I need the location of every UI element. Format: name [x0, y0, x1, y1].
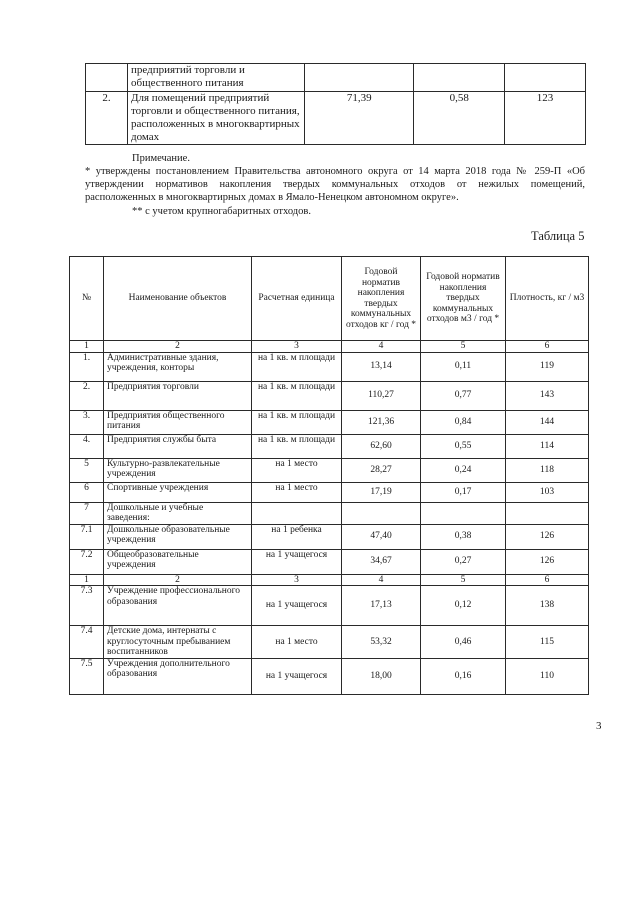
- row-norm-kg: 121,36: [342, 410, 421, 434]
- row-norm-m3: 0,46: [421, 626, 506, 659]
- row-norm-kg: 53,32: [342, 626, 421, 659]
- row-number: [86, 64, 128, 92]
- row-norm-m3: 0,27: [421, 549, 506, 574]
- row-number: 2.: [70, 381, 104, 410]
- row-unit: на 1 учащегося: [252, 658, 342, 694]
- row-density: [506, 502, 589, 524]
- row-norm-kg: 18,00: [342, 658, 421, 694]
- row-name: Дошкольные образовательные учреждения: [104, 524, 252, 549]
- table-row: [70, 626, 589, 659]
- row-norm-kg: 62,60: [342, 434, 421, 458]
- norm-m3: 0,58: [414, 92, 505, 145]
- row-density: 126: [506, 524, 589, 549]
- col-number: 3: [252, 574, 342, 586]
- row-density: 114: [506, 434, 589, 458]
- page-number: 3: [596, 720, 602, 732]
- row-number: 7.1: [70, 524, 104, 549]
- col-number: 2: [104, 341, 252, 353]
- row-number: 6: [70, 482, 104, 502]
- row-number: 4.: [70, 434, 104, 458]
- row-name: Дошкольные и учебные заведения:: [104, 502, 252, 524]
- row-norm-m3: 0,55: [421, 434, 506, 458]
- row-number: 7: [70, 502, 104, 524]
- column-number-row: [70, 574, 589, 586]
- row-unit: на 1 кв. м площади: [252, 352, 342, 381]
- row-norm-m3: 0,16: [421, 658, 506, 694]
- col-number: 2: [104, 574, 252, 586]
- row-name: Административные здания, учреждения, конторы: [104, 352, 252, 381]
- header-number: №: [70, 257, 104, 341]
- row-number: 5: [70, 458, 104, 482]
- row-unit: на 1 учащегося: [252, 549, 342, 574]
- row-norm-m3: 0,84: [421, 410, 506, 434]
- header-norm-m3: Годовой норматив накопления твердых коммунальных отходов м3 / год *: [421, 257, 506, 341]
- row-number: 7.3: [70, 586, 104, 626]
- row-name: Предприятия общественного питания: [104, 410, 252, 434]
- row-name: Детские дома, интернаты с круглосуточным пребыванием воспитанников: [104, 626, 252, 659]
- row-norm-m3: [421, 502, 506, 524]
- table-row: [70, 458, 589, 482]
- norm-m3: [414, 64, 505, 92]
- col-number: 4: [342, 574, 421, 586]
- row-norm-kg: 110,27: [342, 381, 421, 410]
- row-number: 3.: [70, 410, 104, 434]
- row-norm-m3: 0,77: [421, 381, 506, 410]
- row-norm-kg: 17,19: [342, 482, 421, 502]
- row-norm-m3: 0,17: [421, 482, 506, 502]
- table-row: [70, 410, 589, 434]
- row-norm-m3: 0,12: [421, 586, 506, 626]
- row-norm-kg: 28,27: [342, 458, 421, 482]
- col-number: 1: [70, 341, 104, 353]
- row-name: Для помещений предприятий торговли и общественного питания, расположенных в многоквартирных домах: [128, 92, 305, 145]
- table-row: [70, 482, 589, 502]
- note-footnote-2: ** с учетом крупногабаритных отходов.: [132, 206, 311, 217]
- row-unit: на 1 место: [252, 458, 342, 482]
- col-number: 5: [421, 574, 506, 586]
- row-density: 115: [506, 626, 589, 659]
- note-footnote-1: * утверждены постановлением Правительства автономного округа от 14 марта 2018 года № 259-П «Об утверждении нормативов накопления твердых коммунальных отходов от нежилых помещений, расположенных в многоквартирных домах в Ямало-Ненецком автономном округе».: [85, 166, 585, 203]
- table-header-row: [70, 257, 589, 341]
- row-unit: на 1 учащегося: [252, 586, 342, 626]
- row-unit: на 1 кв. м площади: [252, 434, 342, 458]
- density: [504, 64, 585, 92]
- table-row: [70, 434, 589, 458]
- norm-kg: 71,39: [305, 92, 414, 145]
- row-norm-kg: 47,40: [342, 524, 421, 549]
- row-name: Учреждение профессионального образования: [104, 586, 252, 626]
- table-row: [86, 92, 586, 145]
- row-norm-m3: 0,38: [421, 524, 506, 549]
- row-norm-m3: 0,11: [421, 352, 506, 381]
- table-row: [70, 586, 589, 626]
- row-number: 1.: [70, 352, 104, 381]
- row-norm-m3: 0,24: [421, 458, 506, 482]
- table-row: [86, 64, 586, 92]
- header-density: Плотность, кг / м3: [506, 257, 589, 341]
- note-heading: Примечание.: [132, 153, 190, 164]
- row-unit: на 1 кв. м площади: [252, 381, 342, 410]
- table-caption: Таблица 5: [531, 229, 585, 243]
- continuation-table: [85, 63, 586, 145]
- row-norm-kg: 34,67: [342, 549, 421, 574]
- col-number: 4: [342, 341, 421, 353]
- row-name: Предприятия торговли: [104, 381, 252, 410]
- density: 123: [504, 92, 585, 145]
- row-unit: на 1 ребенка: [252, 524, 342, 549]
- table-row: [70, 658, 589, 694]
- row-number: 7.2: [70, 549, 104, 574]
- row-density: 119: [506, 352, 589, 381]
- col-number: 6: [506, 341, 589, 353]
- table-row: [70, 352, 589, 381]
- row-name: Предприятия службы быта: [104, 434, 252, 458]
- norms-table: [69, 256, 589, 695]
- table-row: [70, 381, 589, 410]
- row-name: предприятий торговли и общественного питания: [128, 64, 305, 92]
- row-density: 118: [506, 458, 589, 482]
- header-unit: Расчетная единица: [252, 257, 342, 341]
- row-unit: [252, 502, 342, 524]
- row-density: 138: [506, 586, 589, 626]
- header-name: Наименование объектов: [104, 257, 252, 341]
- row-norm-kg: 17,13: [342, 586, 421, 626]
- row-unit: на 1 кв. м площади: [252, 410, 342, 434]
- row-density: 110: [506, 658, 589, 694]
- row-number: 7.5: [70, 658, 104, 694]
- row-density: 103: [506, 482, 589, 502]
- col-number: 1: [70, 574, 104, 586]
- row-unit: на 1 место: [252, 482, 342, 502]
- col-number: 5: [421, 341, 506, 353]
- col-number: 6: [506, 574, 589, 586]
- row-name: Общеобразовательные учреждения: [104, 549, 252, 574]
- header-norm-kg: Годовой норматив накопления твердых коммунальных отходов кг / год *: [342, 257, 421, 341]
- row-density: 144: [506, 410, 589, 434]
- row-norm-kg: [342, 502, 421, 524]
- row-density: 143: [506, 381, 589, 410]
- norm-kg: [305, 64, 414, 92]
- row-norm-kg: 13,14: [342, 352, 421, 381]
- col-number: 3: [252, 341, 342, 353]
- table-row: [70, 549, 589, 574]
- table-row: [70, 502, 589, 524]
- table-row: [70, 524, 589, 549]
- row-density: 126: [506, 549, 589, 574]
- row-name: Культурно-развлекательные учреждения: [104, 458, 252, 482]
- column-number-row: [70, 341, 589, 353]
- row-number: 7.4: [70, 626, 104, 659]
- row-unit: на 1 место: [252, 626, 342, 659]
- row-number: 2.: [86, 92, 128, 145]
- row-name: Спортивные учреждения: [104, 482, 252, 502]
- row-name: Учреждения дополнительного образования: [104, 658, 252, 694]
